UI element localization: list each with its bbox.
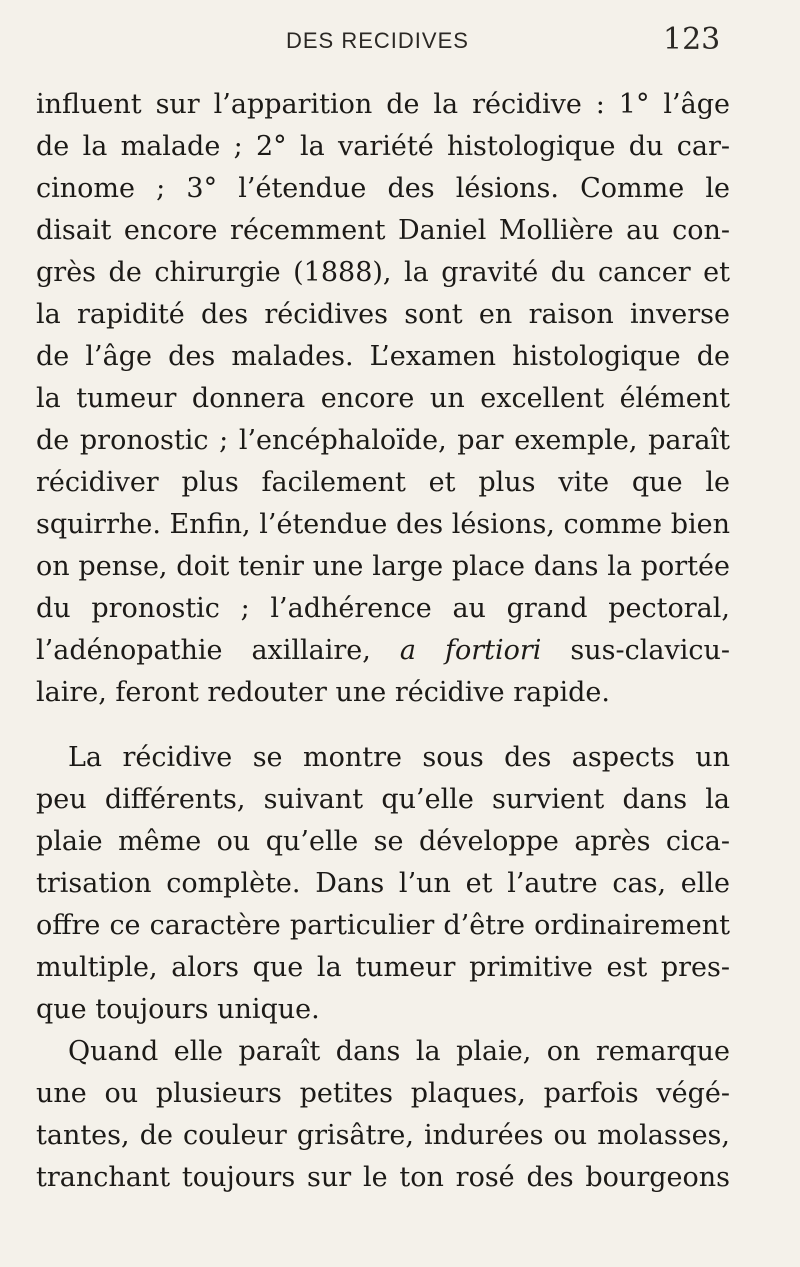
text-segment: l’adénopathie axillaire, [36, 635, 371, 666]
text-line: de pronostic ; l’encéphaloïde, par exemple, paraît [36, 425, 730, 456]
paragraph-gap [36, 714, 730, 737]
text-line: disait encore récemment Daniel Mollière au con- [36, 215, 730, 246]
text-line: de l’âge des malades. L’examen histologique de [36, 341, 730, 372]
running-head: DES RECIDIVES [286, 28, 469, 53]
text-line: offre ce caractère particulier d’être ordinairement [36, 910, 730, 941]
text-line: récidiver plus facilement et plus vite que le [36, 467, 730, 498]
text-line: La récidive se montre sous des aspects un [68, 742, 730, 773]
body-text [36, 84, 730, 1199]
text-line-with-italic [36, 630, 730, 672]
text-segment: sus-clavicu- [570, 635, 731, 666]
page-number: 123 [663, 22, 721, 57]
text-line: laire, feront redouter une récidive rapide. [36, 677, 610, 708]
text-line: la tumeur donnera encore un excellent élément [36, 383, 730, 414]
text-line: une ou plusieurs petites plaques, parfois végé- [36, 1078, 730, 1109]
text-line: on pense, doit tenir une large place dans la portée [36, 551, 730, 582]
text-line: trisation complète. Dans l’un et l’autre cas, elle [36, 868, 730, 899]
text-line: tantes, de couleur grisâtre, indurées ou molasses, [36, 1120, 730, 1151]
text-line: du pronostic ; l’adhérence au grand pectoral, [36, 593, 730, 624]
italic-phrase: a fortiori [399, 635, 542, 666]
text-line: tranchant toujours sur le ton rosé des bourgeons [36, 1162, 730, 1193]
text-line: grès de chirurgie (1888), la gravité du cancer et [36, 257, 730, 288]
text-line: la rapidité des récidives sont en raison inverse [36, 299, 730, 330]
text-line: peu différents, suivant qu’elle survient dans la [36, 784, 730, 815]
text-line: plaie même ou qu’elle se développe après cica- [36, 826, 730, 857]
text-line: cinome ; 3° l’étendue des lésions. Comme le [36, 173, 730, 204]
text-line: squirrhe. Enfin, l’étendue des lésions, comme bien [36, 509, 730, 540]
text-line: influent sur l’apparition de la récidive : 1° l’âge [36, 89, 730, 120]
text-line: que toujours unique. [36, 994, 320, 1025]
text-line: Quand elle paraît dans la plaie, on remarque [68, 1036, 730, 1067]
page-header [0, 22, 800, 62]
text-line: de la malade ; 2° la variété histologique du car- [36, 131, 730, 162]
text-line: multiple, alors que la tumeur primitive est pres- [36, 952, 730, 983]
